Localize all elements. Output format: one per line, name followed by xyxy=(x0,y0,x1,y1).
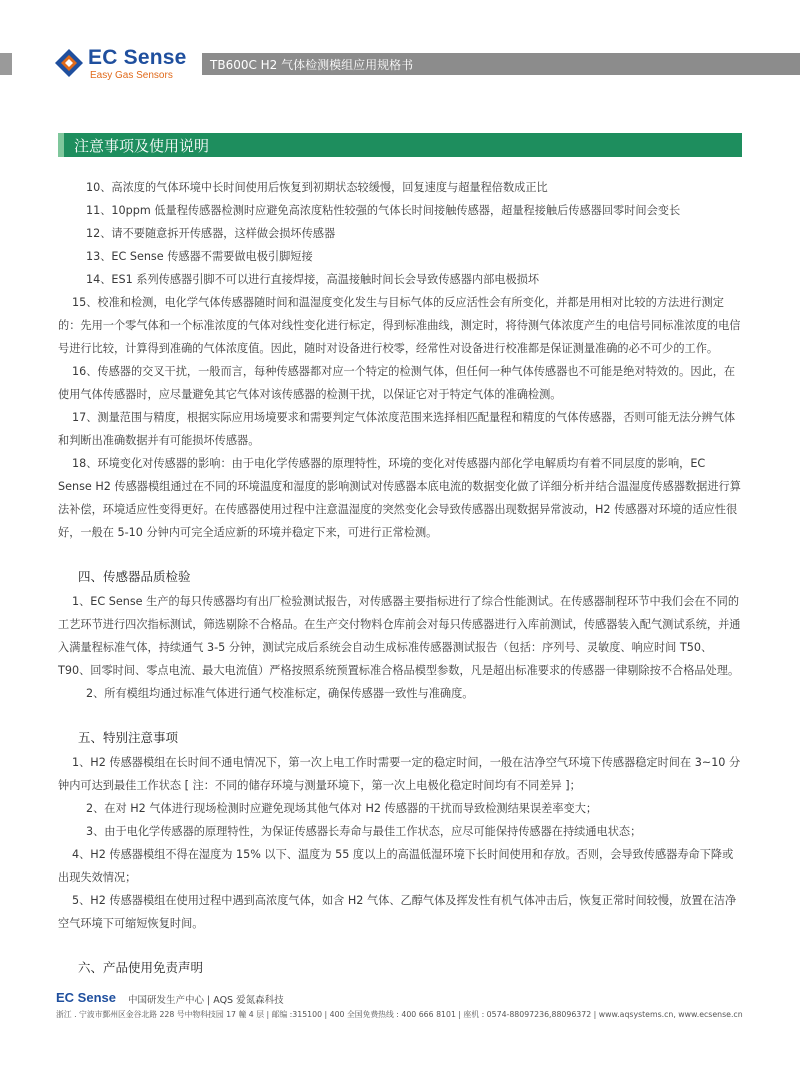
quality-para-1: 1、EC Sense 生产的每只传感器均有出厂检验测试报告，对传感器主要指标进行了综合性能测试。在传感器制程环节中我们会在不同的工艺环节进行四次指标测试，筛选剔除不合格品。在生产交付物料仓库前会对每只传感器进行入库前测试，传感器装入配气测试系统，并通入满量程标准气体，持续通气 3-5 分钟，测试完成后系统会自动生成标准传感器测试报告（包括：序列号、灵敏度、响应时间 T50、 T90、回零时间、零点电流、最大电流值）严格按照系统预置标准合格品模型参数，凡是超出标准要求的传感器一律剔除按不合格品处理。 xyxy=(58,595,741,677)
note-item-16: 16、传感器的交叉干扰，一般而言，每种传感器都对应一个特定的检测气体，但任何一种气体传感器也不可能是绝对特效的。因此，在使用气体传感器时，应尽量避免其它气体对该传感器的检测干扰，以保证它对于特定气体的准确检测。 xyxy=(58,365,736,401)
quality-para-2: 2、所有模组均通过标准气体进行通气校准标定，确保传感器一致性与准确度。 xyxy=(86,687,474,700)
section-banner xyxy=(58,133,742,157)
special-note-2: 2、在对 H2 气体进行现场检测时应避免现场其他气体对 H2 传感器的干扰而导致检测结果误差率变大； xyxy=(86,802,598,815)
special-note-1: 1、H2 传感器模组在长时间不通电情况下，第一次上电工作时需要一定的稳定时间，一般在洁净空气环境下传感器稳定时间在 3~10 分钟内可达到最佳工作状态 [ 注：不同的储存环境与测量环境下，第一次上电极化稳定时间均有不同差异 ]； xyxy=(58,756,741,792)
special-note-5: 5、H2 传感器模组在使用过程中遇到高浓度气体，如含 H2 气体、乙醇气体及挥发性有机气体冲击后，恢复正常时间较慢，放置在洁净空气环境下可缩短恢复时间。 xyxy=(58,894,737,930)
note-item-10: 10、高浓度的气体环境中长时间使用后恢复到初期状态较缓慢，回复速度与超量程倍数成正比 xyxy=(86,181,548,194)
brand-name: EC Sense xyxy=(88,46,187,69)
special-note-3: 3、由于电化学传感器的原理特性，为保证传感器长寿命与最佳工作状态，应尽可能保持传感器在持续通电状态； xyxy=(86,825,642,838)
document-body xyxy=(58,176,741,981)
section-title: 注意事项及使用说明 xyxy=(74,137,210,155)
note-item-12: 12、请不要随意拆开传感器，这样做会损坏传感器 xyxy=(86,227,336,240)
section-accent-stripe xyxy=(58,133,64,157)
note-item-18: 18、环境变化对传感器的影响：由于电化学传感器的原理特性，环境的变化对传感器内部化学电解质均有着不同层度的影响，EC Sense H2 传感器模组通过在不同的环境温度和湿度的影响测试对传感器本底电流的数据变化做了详细分析并结合温湿度传感器数据进行算法补偿，环境适应性变得更好。在传感器使用过程中注意温湿度的突然变化会导致传感器出现数据异常波动，H2 传感器对环境的适应性很好，一般在 5-10 分钟内可完全适应新的环境并稳定下来，可进行正常检测。 xyxy=(58,457,741,539)
brand-logo xyxy=(54,44,204,82)
heading-disclaimer: 六、产品使用免责声明 xyxy=(78,960,204,975)
diamond-logo-icon xyxy=(54,48,84,78)
brand-tagline: Easy Gas Sensors xyxy=(90,70,173,81)
document-title: TB600C H2 气体检测模组应用规格书 xyxy=(210,58,414,72)
footer-address: 浙江 . 宁波市鄞州区金谷北路 228 号中物科技园 17 幢 4 层 | 邮编 :315100 | 400 全国免费热线 : 400 666 8101 | 座机 : 0574-88097236,88096372 | www.aqsystems.cn, www.ecsense.cn xyxy=(56,1010,743,1019)
document-header-bar xyxy=(202,53,800,75)
note-item-13: 13、EC Sense 传感器不需要做电极引脚短接 xyxy=(86,250,313,263)
footer-org: 中国研发生产中心 | AQS 爱氮森科技 xyxy=(128,995,284,1006)
note-item-14: 14、ES1 系列传感器引脚不可以进行直接焊接，高温接触时间长会导致传感器内部电极损坏 xyxy=(86,273,540,286)
heading-quality-inspection: 四、传感器品质检验 xyxy=(78,569,191,584)
footer-brand: EC Sense xyxy=(56,990,116,1005)
heading-special-notes: 五、特别注意事项 xyxy=(78,730,179,745)
special-note-4: 4、H2 传感器模组不得在湿度为 15% 以下、温度为 55 度以上的高温低湿环境下长时间使用和存放。否则，会导致传感器寿命下降或出现失效情况； xyxy=(58,848,734,884)
page-footer xyxy=(56,990,746,1030)
note-item-11: 11、10ppm 低量程传感器检测时应避免高浓度粘性较强的气体长时间接触传感器，超量程接触后传感器回零时间会变长 xyxy=(86,204,681,217)
page-edge-tab xyxy=(0,53,12,75)
note-item-17: 17、测量范围与精度，根据实际应用场境要求和需要判定气体浓度范围来选择相匹配量程和精度的气体传感器，否则可能无法分辨气体和判断出准确数据并有可能损坏传感器。 xyxy=(58,411,736,447)
note-item-15: 15、校准和检测，电化学气体传感器随时间和温湿度变化发生与目标气体的反应活性会有所变化，并都是用相对比较的方法进行测定的：先用一个零气体和一个标准浓度的气体对线性变化进行标定，得到标准曲线，测定时，将待测气体浓度产生的电信号同标准浓度的电信号进行比较，计算得到准确的气体浓度值。因此，随时对设备进行校零，经常性对设备进行校准都是保证测量准确的必不可少的工作。 xyxy=(58,296,741,355)
